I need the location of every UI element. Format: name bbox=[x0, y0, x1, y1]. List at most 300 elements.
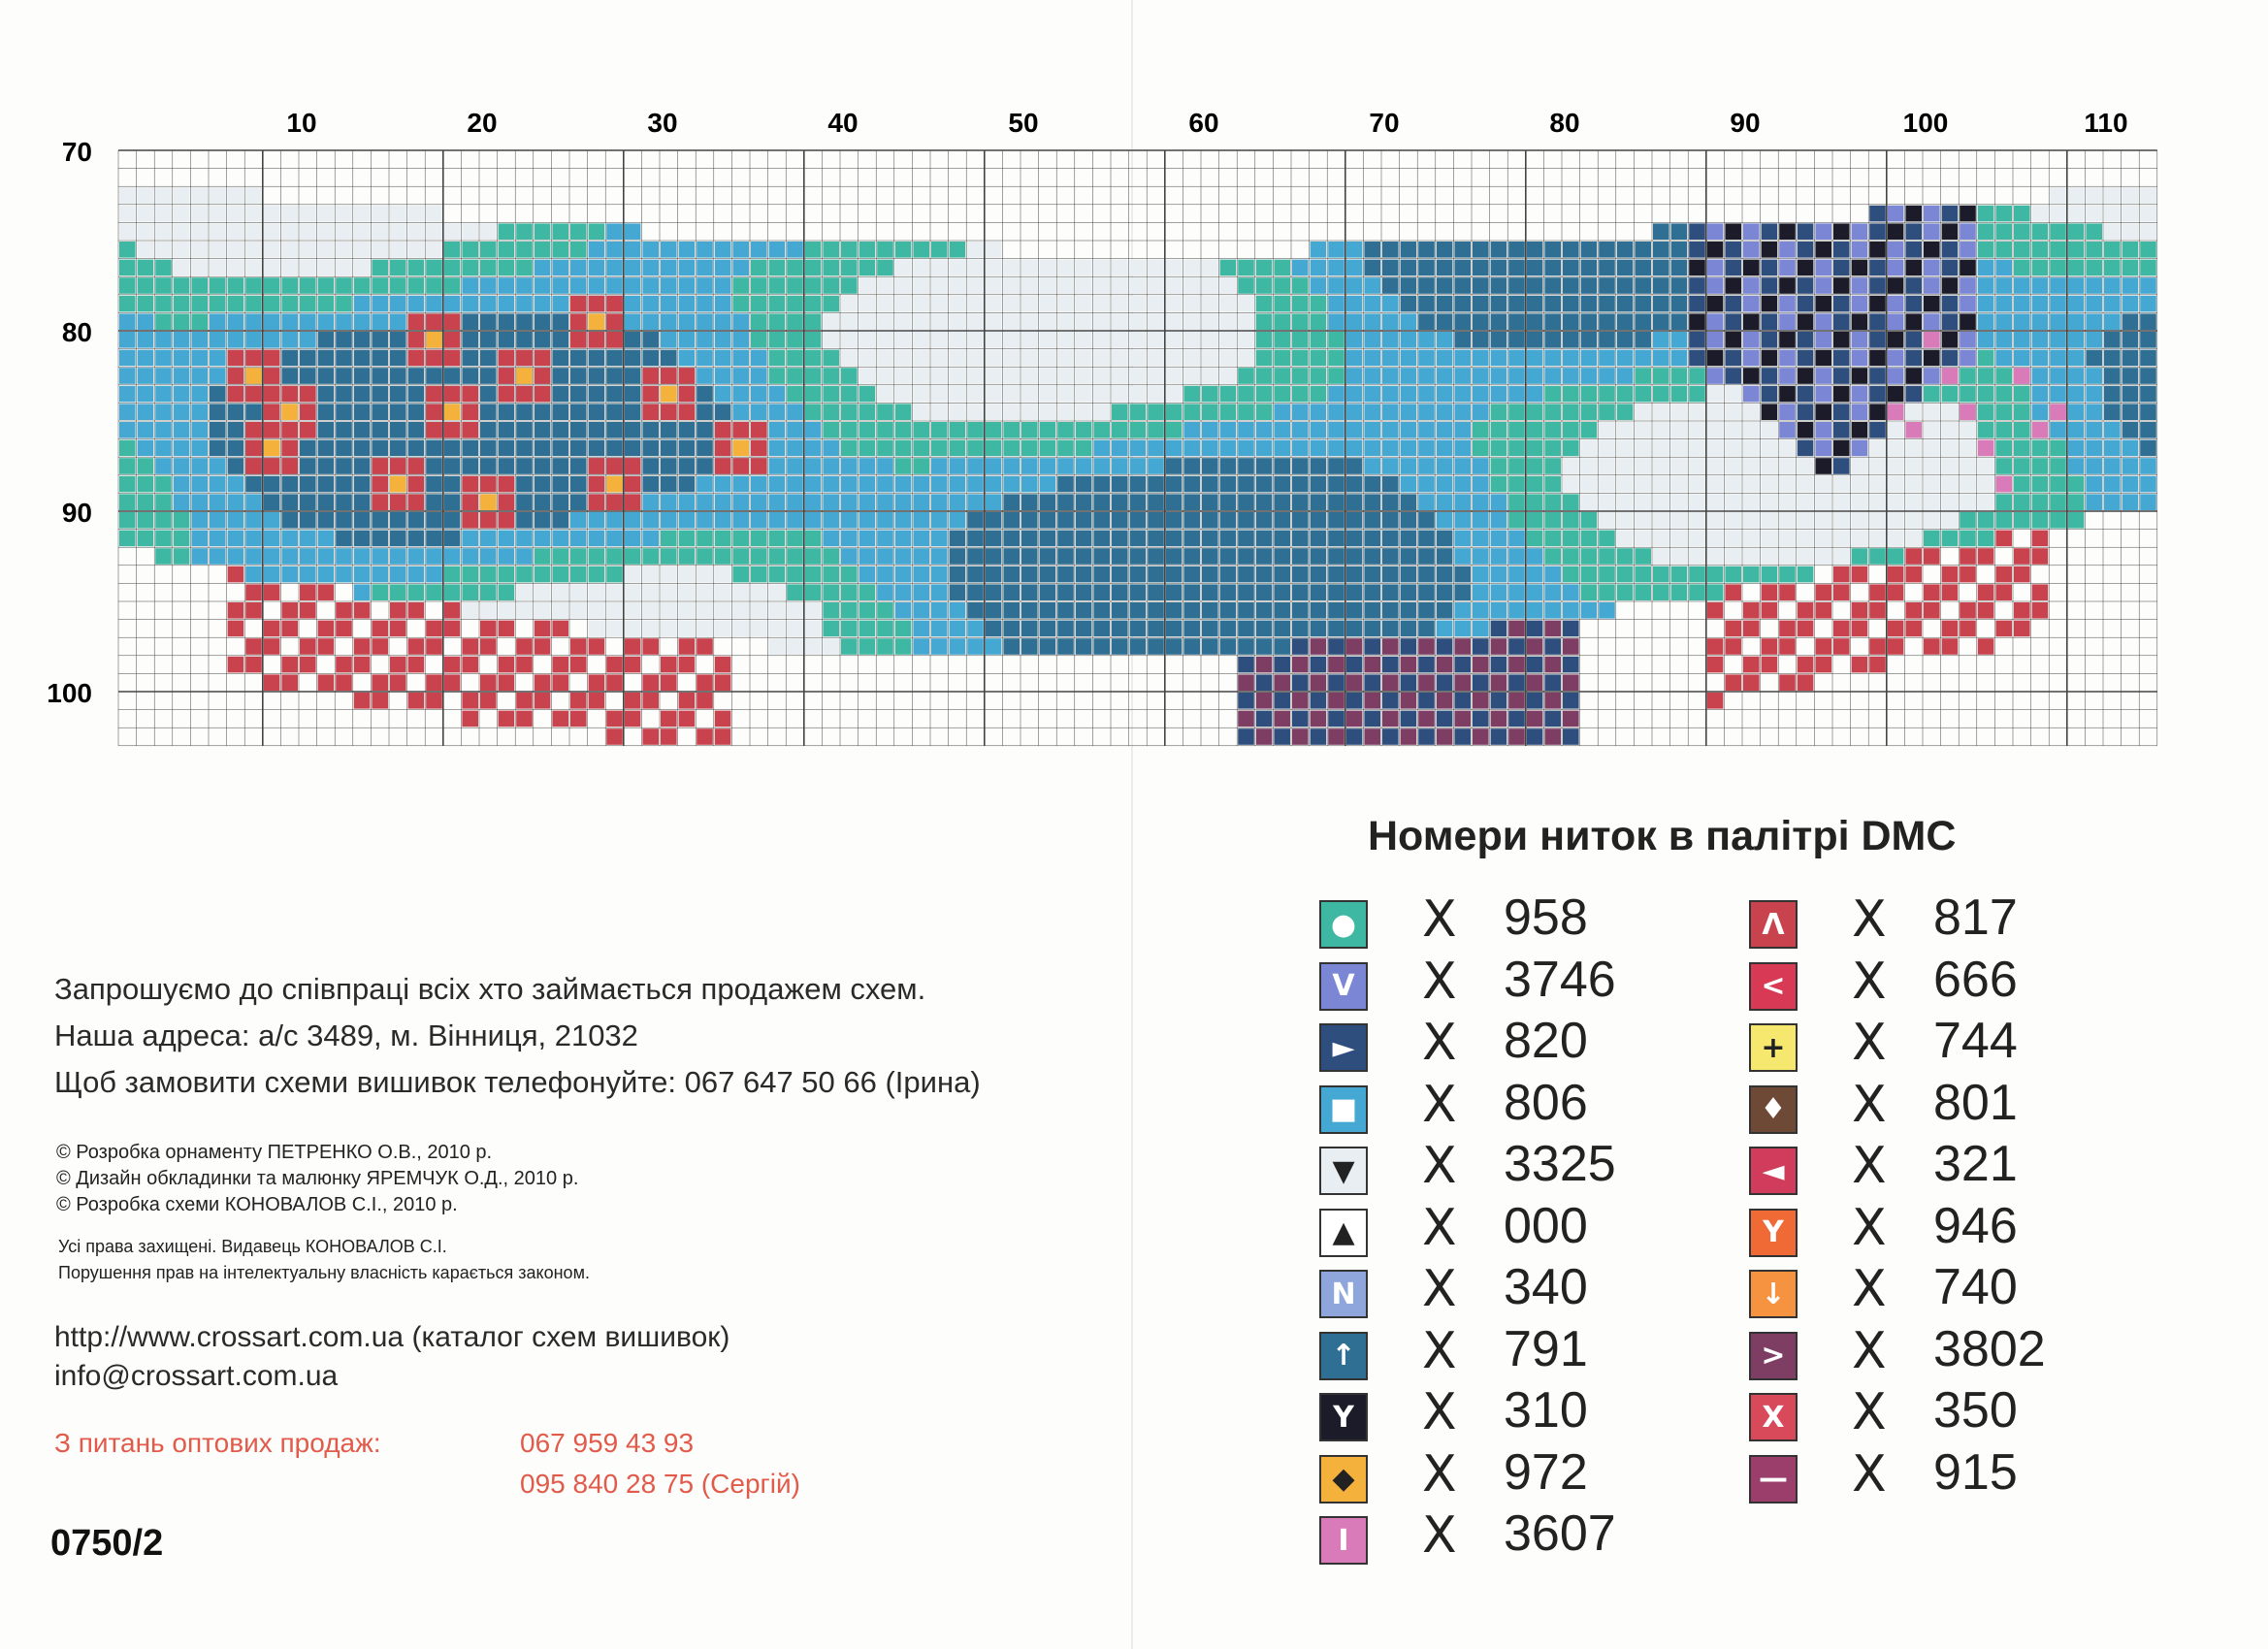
stitch-cell bbox=[859, 566, 876, 583]
stitch-cell bbox=[1454, 566, 1471, 583]
stitch-cell bbox=[1544, 386, 1561, 403]
stitch-cell bbox=[606, 728, 623, 745]
stitch-cell bbox=[1057, 260, 1074, 276]
stitch-cell bbox=[913, 621, 929, 637]
stitch-cell bbox=[1166, 494, 1183, 510]
stitch-cell bbox=[1815, 277, 1831, 294]
stitch-cell bbox=[642, 368, 659, 384]
stitch-cell bbox=[1220, 350, 1237, 367]
stitch-cell bbox=[390, 368, 406, 384]
stitch-cell bbox=[354, 584, 371, 600]
stitch-cell bbox=[354, 223, 371, 240]
stitch-cell bbox=[950, 531, 966, 547]
stitch-cell bbox=[174, 187, 190, 204]
stitch-cell bbox=[390, 242, 406, 258]
stitch-cell bbox=[1599, 602, 1615, 619]
stitch-cell bbox=[1671, 531, 1688, 547]
stitch-cell bbox=[264, 223, 280, 240]
stitch-cell bbox=[264, 476, 280, 493]
stitch-cell bbox=[570, 711, 587, 728]
stitch-cell bbox=[1130, 494, 1147, 510]
stitch-cell bbox=[1491, 277, 1507, 294]
stitch-cell bbox=[1869, 277, 1886, 294]
stitch-cell bbox=[1040, 277, 1056, 294]
stitch-cell bbox=[841, 277, 858, 294]
stitch-cell bbox=[1815, 313, 1831, 330]
stitch-cell bbox=[1581, 476, 1598, 493]
stitch-cell bbox=[1563, 404, 1579, 420]
stitch-cell bbox=[950, 512, 966, 529]
stitch-cell bbox=[1256, 548, 1273, 565]
stitch-cell bbox=[1924, 332, 1940, 348]
stitch-cell bbox=[228, 277, 244, 294]
stitch-cell bbox=[1401, 494, 1417, 510]
stitch-cell bbox=[1346, 260, 1363, 276]
wholesale-label: З питань оптових продаж: bbox=[54, 1428, 381, 1458]
stitch-cell bbox=[1418, 584, 1435, 600]
stitch-cell bbox=[1274, 602, 1290, 619]
stitch-cell bbox=[787, 494, 803, 510]
stitch-cell bbox=[408, 277, 425, 294]
stitch-cell bbox=[372, 260, 388, 276]
stitch-cell bbox=[1869, 368, 1886, 384]
stitch-cell bbox=[354, 296, 371, 312]
stitch-cell bbox=[2140, 422, 2156, 438]
stitch-cell bbox=[1040, 621, 1056, 637]
stitch-cell bbox=[318, 386, 335, 403]
col-label-110: 110 bbox=[2084, 108, 2128, 138]
stitch-cell bbox=[552, 657, 568, 673]
contact-invitation: Запрошуємо до співпраці всіх хто займається продажем схем. bbox=[54, 972, 926, 1006]
stitch-cell bbox=[516, 458, 533, 474]
stitch-cell bbox=[895, 531, 912, 547]
stitch-cell bbox=[1833, 621, 1850, 637]
stitch-cell bbox=[300, 458, 316, 474]
stitch-cell bbox=[2032, 602, 2049, 619]
stitch-cell bbox=[1852, 657, 1868, 673]
stitch-cell bbox=[1942, 458, 1959, 474]
stitch-cell bbox=[1292, 476, 1309, 493]
stitch-cell bbox=[408, 584, 425, 600]
stitch-cell bbox=[1454, 476, 1471, 493]
stitch-cell bbox=[2086, 386, 2102, 403]
stitch-cell bbox=[1527, 260, 1543, 276]
stitch-cell bbox=[174, 332, 190, 348]
stitch-cell bbox=[318, 638, 335, 655]
stitch-cell bbox=[426, 531, 442, 547]
stitch-cell bbox=[931, 494, 948, 510]
times-sign: X bbox=[1852, 1444, 1887, 1504]
stitch-cell bbox=[552, 494, 568, 510]
stitch-cell bbox=[913, 476, 929, 493]
stitch-cell bbox=[1995, 422, 2012, 438]
stitch-cell bbox=[1130, 512, 1147, 529]
stitch-cell bbox=[986, 494, 1002, 510]
stitch-cell bbox=[372, 223, 388, 240]
stitch-cell bbox=[444, 260, 461, 276]
stitch-cell bbox=[1508, 512, 1525, 529]
stitch-cell bbox=[1978, 638, 1994, 655]
stitch-cell bbox=[1346, 584, 1363, 600]
stitch-cell bbox=[245, 602, 262, 619]
stitch-cell bbox=[642, 621, 659, 637]
stitch-cell bbox=[1563, 638, 1579, 655]
stitch-cell bbox=[1869, 512, 1886, 529]
stitch-cell bbox=[1905, 206, 1922, 222]
stitch-cell bbox=[1112, 548, 1128, 565]
stitch-cell bbox=[1852, 296, 1868, 312]
stitch-cell bbox=[228, 404, 244, 420]
stitch-cell bbox=[1112, 332, 1128, 348]
stitch-cell bbox=[1166, 531, 1183, 547]
stitch-cell bbox=[606, 223, 623, 240]
stitch-cell bbox=[823, 404, 839, 420]
stitch-cell bbox=[661, 350, 677, 367]
stitch-cell bbox=[1202, 368, 1218, 384]
stitch-cell bbox=[210, 476, 226, 493]
stitch-cell bbox=[859, 260, 876, 276]
stitch-cell bbox=[408, 440, 425, 457]
stitch-cell bbox=[1437, 621, 1453, 637]
stitch-cell bbox=[1888, 476, 1904, 493]
stitch-cell bbox=[787, 548, 803, 565]
stitch-cell bbox=[1148, 313, 1164, 330]
stitch-cell bbox=[1581, 277, 1598, 294]
stitch-cell bbox=[1473, 638, 1489, 655]
stitch-cell bbox=[372, 531, 388, 547]
stitch-cell bbox=[1978, 206, 1994, 222]
stitch-cell bbox=[210, 277, 226, 294]
stitch-cell bbox=[1328, 657, 1345, 673]
stitch-cell bbox=[679, 602, 696, 619]
stitch-cell bbox=[895, 332, 912, 348]
stitch-cell bbox=[1508, 548, 1525, 565]
stitch-cell bbox=[2068, 512, 2085, 529]
stitch-cell bbox=[155, 368, 172, 384]
stitch-cell bbox=[2104, 494, 2121, 510]
stitch-cell bbox=[589, 693, 605, 709]
stitch-cell bbox=[1563, 566, 1579, 583]
stitch-cell bbox=[1112, 458, 1128, 474]
stitch-cell bbox=[1040, 531, 1056, 547]
stitch-cell bbox=[1112, 621, 1128, 637]
stitch-cell bbox=[2032, 440, 2049, 457]
stitch-cell bbox=[967, 602, 984, 619]
stitch-cell bbox=[769, 638, 786, 655]
stitch-cell bbox=[300, 657, 316, 673]
stitch-cell bbox=[1076, 602, 1092, 619]
stitch-cell bbox=[191, 332, 208, 348]
stitch-cell bbox=[1473, 728, 1489, 745]
stitch-cell bbox=[1166, 386, 1183, 403]
stitch-cell bbox=[1057, 277, 1074, 294]
stitch-cell bbox=[1798, 296, 1814, 312]
stitch-cell bbox=[1978, 260, 1994, 276]
stitch-cell bbox=[1563, 440, 1579, 457]
stitch-cell bbox=[336, 332, 352, 348]
stitch-cell bbox=[480, 260, 497, 276]
stitch-cell bbox=[300, 386, 316, 403]
stitch-cell bbox=[119, 206, 136, 222]
stitch-cell bbox=[1563, 657, 1579, 673]
stitch-cell bbox=[1292, 440, 1309, 457]
stitch-cell bbox=[661, 494, 677, 510]
stitch-cell bbox=[642, 548, 659, 565]
stitch-cell bbox=[1364, 440, 1380, 457]
stitch-cell bbox=[1527, 350, 1543, 367]
stitch-cell bbox=[1346, 458, 1363, 474]
stitch-cell bbox=[1220, 440, 1237, 457]
stitch-cell bbox=[1292, 728, 1309, 745]
stitch-cell bbox=[1689, 242, 1705, 258]
stitch-cell bbox=[1202, 260, 1218, 276]
credit-scheme: © Розробка схеми КОНОВАЛОВ С.І., 2010 р. bbox=[56, 1194, 458, 1215]
stitch-cell bbox=[1166, 440, 1183, 457]
stitch-cell bbox=[1021, 404, 1038, 420]
stitch-cell bbox=[354, 422, 371, 438]
stitch-cell bbox=[372, 404, 388, 420]
stitch-cell bbox=[552, 566, 568, 583]
stitch-cell bbox=[264, 584, 280, 600]
thread-swatch: ◄ bbox=[1749, 1147, 1798, 1195]
times-sign: X bbox=[1852, 1137, 1887, 1195]
stitch-cell bbox=[1401, 422, 1417, 438]
stitch-cell bbox=[1599, 494, 1615, 510]
catalog-number: 0750/2 bbox=[50, 1523, 164, 1564]
stitch-cell bbox=[805, 638, 822, 655]
stitch-cell bbox=[1852, 422, 1868, 438]
stitch-cell bbox=[281, 422, 298, 438]
stitch-cell bbox=[697, 548, 713, 565]
stitch-cell bbox=[1418, 711, 1435, 728]
stitch-cell bbox=[986, 242, 1002, 258]
stitch-cell bbox=[751, 260, 767, 276]
stitch-cell bbox=[1076, 404, 1092, 420]
stitch-cell bbox=[1995, 277, 2012, 294]
stitch-cell bbox=[679, 566, 696, 583]
stitch-cell bbox=[228, 260, 244, 276]
stitch-cell bbox=[336, 260, 352, 276]
stitch-cell bbox=[408, 206, 425, 222]
stitch-cell bbox=[841, 242, 858, 258]
stitch-cell bbox=[1202, 638, 1218, 655]
stitch-cell bbox=[1003, 404, 1020, 420]
stitch-cell bbox=[1762, 566, 1778, 583]
stitch-cell bbox=[1148, 458, 1164, 474]
stitch-cell bbox=[1256, 693, 1273, 709]
stitch-cell bbox=[823, 368, 839, 384]
stitch-cell bbox=[408, 260, 425, 276]
stitch-cell bbox=[1671, 476, 1688, 493]
stitch-cell bbox=[606, 332, 623, 348]
col-label-90: 90 bbox=[1730, 108, 1761, 138]
stitch-cell bbox=[841, 296, 858, 312]
stitch-cell bbox=[552, 674, 568, 691]
stitch-cell bbox=[697, 674, 713, 691]
stitch-cell bbox=[823, 260, 839, 276]
stitch-cell bbox=[1454, 711, 1471, 728]
stitch-cell bbox=[1238, 350, 1254, 367]
stitch-cell bbox=[1960, 386, 1976, 403]
stitch-cell bbox=[1978, 458, 1994, 474]
stitch-cell bbox=[390, 404, 406, 420]
stitch-cell bbox=[570, 386, 587, 403]
stitch-cell bbox=[1202, 566, 1218, 583]
stitch-cell bbox=[1544, 368, 1561, 384]
stitch-cell bbox=[1798, 332, 1814, 348]
stitch-cell bbox=[1491, 242, 1507, 258]
stitch-cell bbox=[1346, 693, 1363, 709]
thread-code: 3802 bbox=[1933, 1320, 2046, 1377]
stitch-cell bbox=[372, 350, 388, 367]
stitch-cell bbox=[1130, 277, 1147, 294]
stitch-cell bbox=[155, 206, 172, 222]
stitch-cell bbox=[2086, 494, 2102, 510]
stitch-cell bbox=[841, 638, 858, 655]
stitch-cell bbox=[805, 368, 822, 384]
stitch-cell bbox=[552, 602, 568, 619]
stitch-cell bbox=[516, 602, 533, 619]
stitch-cell bbox=[877, 494, 893, 510]
stitch-cell bbox=[1779, 494, 1796, 510]
stitch-cell bbox=[1076, 621, 1092, 637]
stitch-cell bbox=[210, 332, 226, 348]
stitch-cell bbox=[228, 621, 244, 637]
stitch-cell bbox=[1581, 494, 1598, 510]
stitch-cell bbox=[1473, 260, 1489, 276]
stitch-cell bbox=[535, 638, 551, 655]
stitch-cell bbox=[1202, 494, 1218, 510]
stitch-cell bbox=[354, 350, 371, 367]
stitch-cell bbox=[841, 512, 858, 529]
stitch-cell bbox=[2014, 566, 2030, 583]
stitch-cell bbox=[1671, 422, 1688, 438]
stitch-cell bbox=[1003, 422, 1020, 438]
stitch-cell bbox=[155, 458, 172, 474]
stitch-cell bbox=[1418, 657, 1435, 673]
stitch-cell bbox=[2068, 260, 2085, 276]
stitch-cell bbox=[1292, 602, 1309, 619]
stitch-cell bbox=[191, 458, 208, 474]
stitch-cell bbox=[1779, 621, 1796, 637]
stitch-cell bbox=[2086, 422, 2102, 438]
stitch-cell bbox=[1779, 584, 1796, 600]
stitch-cell bbox=[1888, 621, 1904, 637]
stitch-cell bbox=[1057, 531, 1074, 547]
col-label-20: 20 bbox=[467, 108, 498, 138]
stitch-cell bbox=[1130, 440, 1147, 457]
stitch-cell bbox=[967, 296, 984, 312]
stitch-cell bbox=[1093, 313, 1110, 330]
stitch-cell bbox=[444, 223, 461, 240]
stitch-cell bbox=[1815, 458, 1831, 474]
stitch-cell bbox=[1183, 386, 1200, 403]
stitch-cell bbox=[318, 296, 335, 312]
stitch-cell bbox=[372, 566, 388, 583]
stitch-cell bbox=[1743, 313, 1760, 330]
stitch-cell bbox=[1798, 350, 1814, 367]
stitch-cell bbox=[1653, 458, 1669, 474]
stitch-cell bbox=[661, 277, 677, 294]
stitch-cell bbox=[1798, 512, 1814, 529]
stitch-cell bbox=[1057, 512, 1074, 529]
stitch-cell bbox=[1382, 657, 1399, 673]
stitch-cell bbox=[1183, 260, 1200, 276]
stitch-cell bbox=[715, 621, 731, 637]
stitch-cell bbox=[1905, 494, 1922, 510]
stitch-cell bbox=[1563, 458, 1579, 474]
stitch-cell bbox=[2068, 404, 2085, 420]
stitch-cell bbox=[2104, 260, 2121, 276]
stitch-cell bbox=[264, 494, 280, 510]
stitch-cell bbox=[931, 531, 948, 547]
stitch-cell bbox=[1815, 638, 1831, 655]
stitch-cell bbox=[1599, 368, 1615, 384]
stitch-cell bbox=[1563, 368, 1579, 384]
stitch-cell bbox=[1491, 621, 1507, 637]
stitch-cell bbox=[1995, 242, 2012, 258]
stitch-cell bbox=[1960, 296, 1976, 312]
stitch-cell bbox=[986, 260, 1002, 276]
stitch-cell bbox=[119, 223, 136, 240]
stitch-cell bbox=[336, 566, 352, 583]
stitch-cell bbox=[986, 548, 1002, 565]
stitch-cell bbox=[1508, 277, 1525, 294]
stitch-cell bbox=[210, 494, 226, 510]
stitch-cell bbox=[1599, 404, 1615, 420]
stitch-cell bbox=[552, 711, 568, 728]
stitch-cell bbox=[1057, 638, 1074, 655]
stitch-cell bbox=[1833, 313, 1850, 330]
stitch-cell bbox=[1995, 621, 2012, 637]
stitch-cell bbox=[986, 584, 1002, 600]
stitch-cell bbox=[715, 277, 731, 294]
stitch-cell bbox=[1762, 386, 1778, 403]
stitch-cell bbox=[1130, 458, 1147, 474]
stitch-cell bbox=[1563, 476, 1579, 493]
stitch-cell bbox=[1924, 584, 1940, 600]
email-link[interactable]: info@crossart.com.ua bbox=[54, 1360, 339, 1392]
stitch-cell bbox=[1798, 674, 1814, 691]
stitch-cell bbox=[1942, 476, 1959, 493]
stitch-cell bbox=[1292, 332, 1309, 348]
stitch-cell bbox=[245, 476, 262, 493]
stitch-cell bbox=[1148, 296, 1164, 312]
stitch-cell bbox=[606, 458, 623, 474]
website-link[interactable]: http://www.crossart.com.ua (каталог схем вишивок) bbox=[54, 1321, 730, 1353]
stitch-cell bbox=[1256, 657, 1273, 673]
stitch-cell bbox=[390, 386, 406, 403]
stitch-cell bbox=[499, 458, 515, 474]
stitch-cell bbox=[661, 404, 677, 420]
stitch-cell bbox=[390, 313, 406, 330]
stitch-cell bbox=[877, 350, 893, 367]
stitch-cell bbox=[1003, 621, 1020, 637]
stitch-cell bbox=[444, 584, 461, 600]
stitch-cell bbox=[1671, 223, 1688, 240]
stitch-cell bbox=[1995, 404, 2012, 420]
stitch-cell bbox=[1508, 602, 1525, 619]
stitch-cell bbox=[1256, 350, 1273, 367]
stitch-cell bbox=[174, 440, 190, 457]
stitch-cell bbox=[191, 440, 208, 457]
stitch-cell bbox=[950, 440, 966, 457]
stitch-cell bbox=[1707, 260, 1724, 276]
stitch-cell bbox=[1364, 458, 1380, 474]
stitch-cell bbox=[1112, 602, 1128, 619]
stitch-cell bbox=[1707, 440, 1724, 457]
stitch-cell bbox=[1346, 638, 1363, 655]
